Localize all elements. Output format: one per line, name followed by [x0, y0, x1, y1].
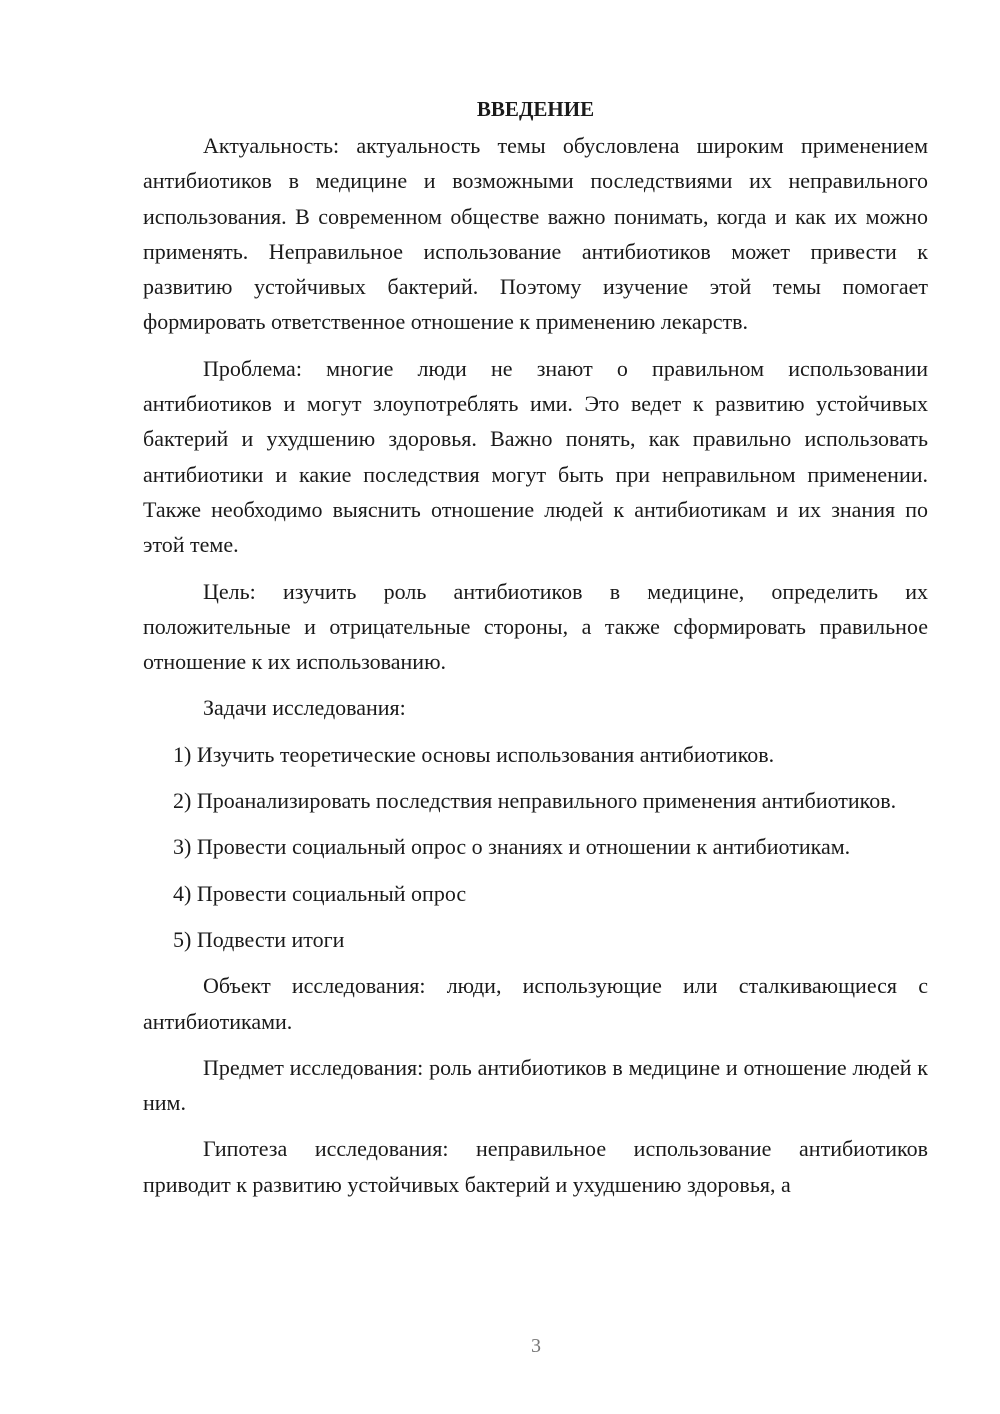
subject-paragraph: Предмет исследования: роль антибиотиков в медицине и отношение людей к ним.	[143, 1054, 928, 1116]
goal-paragraph: Цель: изучить роль антибиотиков в медицине, определить их положительные и отрицательные стороны, а также сформировать правильное отношение к их использованию.	[143, 578, 928, 675]
task-item-4: 4) Провести социальный опрос	[173, 880, 467, 906]
task-item-3: 3) Провести социальный опрос о знаниях и отношении к антибиотикам.	[173, 834, 851, 860]
hypothesis-paragraph: Гипотеза исследования: неправильное использование антибиотиков приводит к развитию устойчивых бактерий и ухудшению здоровья, а	[143, 1136, 928, 1197]
page-title: ВВЕДЕНИЕ	[476, 97, 595, 121]
task-item-5: 5) Подвести итоги	[173, 926, 345, 952]
page-number: 3	[531, 1335, 541, 1357]
task-item-1: 1) Изучить теоретические основы использования антибиотиков.	[173, 741, 775, 767]
object-paragraph: Объект исследования: люди, использующие или сталкивающиеся с антибиотиками.	[143, 973, 928, 1034]
page-content	[143, 92, 928, 1213]
tasks-heading: Задачи исследования:	[203, 695, 406, 721]
relevance-paragraph: Актуальность: актуальность темы обусловлена широким применением антибиотиков в медицине и возможными последствиями их неправильного использования. В современном обществе важно понимать, когда и как их можно применять. Неправильное использование антибиотиков может привести к развитию устойчивых бактерий. Поэтому изучение этой темы помогает формировать ответственное отношение к применению лекарств.	[143, 133, 928, 335]
problem-paragraph: Проблема: многие люди не знают о правильном использовании антибиотиков и могут злоупотреблять ими. Это ведет к развитию устойчивых бактерий и ухудшению здоровья. Важно понять, как правильно использовать антибиотики и какие последствия могут быть при неправильном применении. Также необходимо выяснить отношение людей к антибиотикам и их знания по этой теме.	[143, 355, 928, 558]
task-item-2: 2) Проанализировать последствия неправильного применения антибиотиков.	[173, 788, 897, 814]
